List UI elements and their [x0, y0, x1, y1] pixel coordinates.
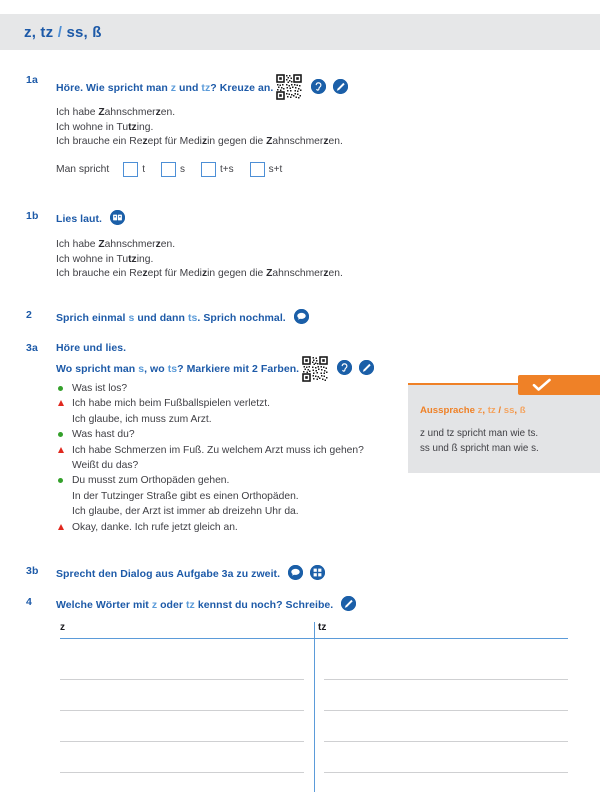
- dialogue-text: Du musst zum Orthopäden gehen.: [72, 475, 230, 487]
- task-1a-heading-seg-3: tz: [201, 82, 211, 94]
- task-4-heading: [56, 596, 356, 611]
- task-4-heading-seg-0: Welche Wörter mit: [56, 599, 152, 611]
- checkbox-option-t-plus-s[interactable]: [201, 162, 234, 177]
- dialogue-text: Ich glaube, ich muss zum Arzt.: [72, 413, 212, 425]
- table-column-header-z: z: [60, 622, 65, 633]
- checkbox-label: t: [142, 164, 146, 175]
- dialogue-line: [58, 473, 398, 488]
- task-1a-heading-seg-4: ? Kreuze an.: [210, 82, 274, 94]
- writing-line[interactable]: [324, 772, 568, 773]
- open-book-icon[interactable]: [110, 210, 125, 225]
- writing-line[interactable]: [60, 679, 304, 680]
- qr-code-icon[interactable]: [302, 356, 328, 382]
- info-body-line: z und tz spricht man wie ts.: [420, 428, 539, 439]
- writing-line[interactable]: [60, 710, 304, 711]
- qr-code-icon[interactable]: [276, 74, 302, 100]
- info-title-seg-5: ss: [503, 405, 515, 416]
- speech-bubble-icon[interactable]: [288, 565, 303, 580]
- task-3b-heading: [56, 565, 325, 580]
- dialogue-text: Ich habe Schmerzen im Fuß. Zu welchem Arzt muss ich gehen?: [72, 444, 364, 456]
- dialogue-line: [58, 412, 398, 427]
- task-3b-heading-text: Sprecht den Dialog aus Aufgabe 3a zu zweit.: [56, 568, 281, 580]
- dialogue-line: [58, 520, 398, 535]
- writing-line[interactable]: [60, 741, 304, 742]
- task-1a-heading: [56, 74, 348, 100]
- task-1b-number: 1b: [26, 210, 39, 222]
- info-title-seg-7: ß: [519, 405, 526, 416]
- table-column-header-tz: tz: [318, 622, 327, 633]
- checkbox-label: s: [180, 164, 186, 175]
- dialogue-line: [58, 381, 398, 396]
- dialogue-line: [58, 458, 398, 473]
- ear-listen-icon[interactable]: [311, 79, 326, 94]
- task-2-heading-seg-4: . Sprich nochmal.: [197, 312, 286, 324]
- checkbox-option-t[interactable]: [123, 162, 145, 177]
- info-body-line: ss und ß spricht man wie s.: [420, 442, 539, 454]
- speaker-a-dot-icon: [58, 432, 63, 437]
- speaker-a-dot-icon: [58, 386, 63, 391]
- task-3a-heading-seg-3: ts: [167, 363, 178, 375]
- page-title-separator: /: [57, 24, 63, 41]
- task-3a-heading-seg-1: s: [138, 363, 145, 375]
- task-3a-heading-line1: Höre und lies.: [56, 342, 127, 354]
- table-column-divider: [314, 622, 315, 792]
- example-line: Ich brauche ein Rezept für Medizin gegen die Zahnschmerzen.: [56, 268, 343, 280]
- task-4-number: 4: [26, 596, 32, 608]
- dialogue-text: Ich glaube, der Arzt ist immer ab dreizehn Uhr da.: [72, 506, 299, 518]
- task-2-heading-seg-3: ts: [187, 312, 198, 324]
- dialogue-line: [58, 396, 398, 411]
- dialogue-line: [58, 504, 398, 519]
- example-line: Ich habe Zahnschmerzen.: [56, 107, 176, 118]
- checkbox-label: s+t: [268, 164, 283, 175]
- task-4-heading-seg-4: kennst du noch? Schreibe.: [194, 599, 334, 611]
- ear-listen-icon[interactable]: [337, 360, 352, 375]
- task-1a-number: 1a: [26, 74, 38, 86]
- checkbox-box[interactable]: [161, 162, 176, 177]
- info-title-seg-6: ,: [514, 405, 520, 416]
- speech-bubble-icon[interactable]: [294, 309, 309, 324]
- dialogue-text: Weißt du das?: [72, 460, 139, 472]
- task-4-heading-seg-2: oder: [157, 599, 187, 611]
- pair-work-icon[interactable]: [310, 565, 325, 580]
- writing-line[interactable]: [60, 772, 304, 773]
- dialogue-text: Ich habe mich beim Fußballspielen verletzt.: [72, 398, 271, 410]
- task-2-heading-seg-1: s: [128, 312, 135, 324]
- example-line: Ich wohne in Tutzing.: [56, 121, 154, 133]
- task-1b-heading-text: Lies laut.: [56, 213, 103, 225]
- task-3b-number: 3b: [26, 565, 39, 577]
- checkbox-option-s-plus-t[interactable]: [250, 162, 283, 177]
- task-3a-dialogue: [58, 381, 398, 535]
- speaker-b-triangle-icon: [58, 400, 64, 406]
- info-title-seg-0: Aussprache: [420, 405, 478, 416]
- dialogue-text: Was ist los?: [72, 383, 128, 394]
- task-3a-heading-seg-2: , wo: [144, 363, 168, 375]
- info-title-seg-2: ,: [482, 405, 488, 416]
- word-collection-table: [60, 622, 568, 792]
- page-title-before: z, tz: [24, 24, 58, 41]
- task-4-heading-seg-3: tz: [186, 599, 195, 611]
- checkbox-box[interactable]: [123, 162, 138, 177]
- checkbox-box[interactable]: [201, 162, 216, 177]
- dialogue-line: [58, 489, 398, 504]
- checkmark-icon: [532, 378, 552, 392]
- task-2-number: 2: [26, 309, 32, 321]
- speaker-a-dot-icon: [58, 478, 63, 483]
- task-3a-number: 3a: [26, 342, 38, 354]
- task-1a-heading-seg-1: z: [170, 82, 177, 94]
- checkbox-label: t+s: [220, 164, 234, 175]
- pronunciation-info-box: [408, 383, 600, 473]
- task-3a-heading-line2: [56, 356, 374, 382]
- pencil-write-icon[interactable]: [341, 596, 356, 611]
- info-title-seg-1: z: [477, 405, 483, 416]
- page-title: [24, 24, 102, 41]
- info-box-body: [420, 427, 539, 456]
- info-box-title: [420, 405, 526, 416]
- task-1b-example-lines: [56, 238, 343, 282]
- dialogue-text: Okay, danke. Ich rufe jetzt gleich an.: [72, 521, 238, 533]
- speaker-b-triangle-icon: [58, 524, 64, 530]
- task-1a-heading-seg-0: Höre. Wie spricht man: [56, 82, 171, 94]
- task-1a-example-lines: [56, 106, 343, 150]
- dialogue-line: [58, 443, 398, 458]
- example-line: Ich brauche ein Rezept für Medizin gegen die Zahnschmerzen.: [56, 136, 343, 148]
- info-box-tab: [518, 375, 600, 395]
- page-title-after: ss, ß: [62, 24, 102, 41]
- task-1b-heading: [56, 210, 125, 225]
- example-line: Ich habe Zahnschmerzen.: [56, 239, 176, 250]
- task-3a-heading-seg-0: Wo spricht man: [56, 363, 139, 375]
- dialogue-text: In der Tutzinger Straße gibt es einen Orthopäden.: [72, 490, 299, 502]
- dialogue-text: Was hast du?: [72, 429, 135, 441]
- writing-line[interactable]: [324, 741, 568, 742]
- checkbox-option-s[interactable]: [161, 162, 185, 177]
- checkbox-row-label: Man spricht: [56, 164, 110, 175]
- example-line: Ich wohne in Tutzing.: [56, 253, 154, 265]
- task-1a-heading-seg-2: und: [176, 82, 202, 94]
- info-title-seg-4: /: [495, 405, 504, 416]
- task-3a-heading-seg-4: ? Markiere mit 2 Farben.: [177, 363, 300, 375]
- writing-line[interactable]: [324, 710, 568, 711]
- task-4-heading-seg-1: z: [151, 599, 158, 611]
- pencil-write-icon[interactable]: [359, 360, 374, 375]
- task-2-heading-seg-0: Sprich einmal: [56, 312, 129, 324]
- pencil-write-icon[interactable]: [333, 79, 348, 94]
- info-title-seg-3: tz: [487, 405, 496, 416]
- task-1a-checkbox-row: [56, 162, 298, 177]
- task-2-heading-seg-2: und dann: [134, 312, 188, 324]
- task-2-heading: [56, 309, 309, 324]
- checkbox-box[interactable]: [250, 162, 265, 177]
- dialogue-line: [58, 427, 398, 442]
- speaker-b-triangle-icon: [58, 447, 64, 453]
- writing-line[interactable]: [324, 679, 568, 680]
